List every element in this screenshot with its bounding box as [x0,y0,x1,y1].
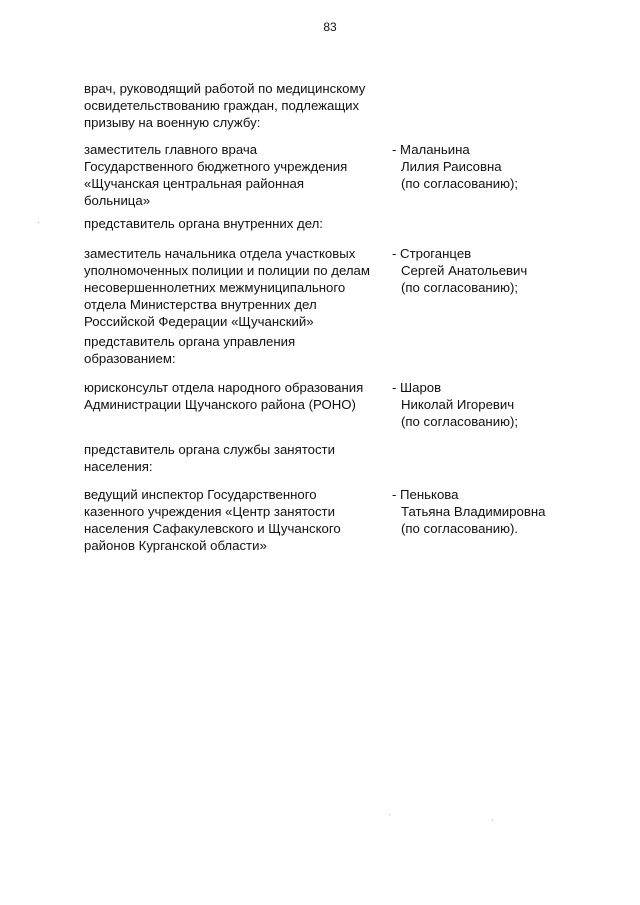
position-line: Российской Федерации «Щучанский» [84,314,314,329]
section-heading [84,333,295,367]
person-given-names: Николай Игоревич [401,397,515,412]
position-line: «Щучанская центральная районная [84,176,304,191]
person-note: (по согласованию); [401,176,519,191]
intro-text [84,80,365,131]
position-line: Государственного бюджетного учреждения [84,159,348,174]
position-line: отдела Министерства внутренних дел [84,297,317,312]
position-line: юрисконсульт отдела народного образования [84,380,364,395]
position-line: уполномоченных полиции и полиции по делам [84,263,370,278]
person-name [392,486,592,537]
position-description [84,486,394,554]
intro-line: освидетельствованию граждан, подлежащих [84,98,360,113]
person-name [392,245,592,296]
section-heading [84,215,323,232]
person-surname: - Маланьина [392,142,470,157]
person-note: (по согласованию); [401,280,519,295]
position-line: заместитель главного врача [84,142,258,157]
position-line: заместитель начальника отдела участковых [84,246,356,261]
person-given-names: Сергей Анатольевич [401,263,528,278]
position-line: ведущий инспектор Государственного [84,487,317,502]
heading-line: представитель органа внутренних дел: [84,216,323,231]
position-line: Администрации Щучанского района (РОНО) [84,397,356,412]
scan-speck [492,820,493,821]
person-surname: - Шаров [392,380,442,395]
intro-line: призыву на военную службу: [84,115,261,130]
section-heading [84,441,335,475]
scan-speck [38,222,39,223]
intro-line: врач, руководящий работой по медицинскому [84,81,366,96]
heading-line: представитель органа управления [84,334,296,349]
position-description [84,245,394,330]
position-line: казенного учреждения «Центр занятости [84,504,335,519]
position-description [84,141,394,209]
person-note: (по согласованию). [401,521,519,536]
page-number: 83 [323,20,337,34]
person-given-names: Лилия Раисовна [401,159,502,174]
person-surname: - Строганцев [392,246,472,261]
person-name [392,379,592,430]
position-line: населения Сафакулевского и Щучанского [84,521,341,536]
person-given-names: Татьяна Владимировна [401,504,546,519]
person-surname: - Пенькова [392,487,459,502]
person-name [392,141,592,192]
position-line: районов Курганской области» [84,538,267,553]
scan-speck [389,814,390,815]
heading-line: представитель органа службы занятости [84,442,335,457]
position-line: несовершеннолетних межмуниципального [84,280,346,295]
heading-line: образованием: [84,351,176,366]
heading-line: населения: [84,459,153,474]
position-description [84,379,394,413]
person-note: (по согласованию); [401,414,519,429]
position-line: больница» [84,193,151,208]
